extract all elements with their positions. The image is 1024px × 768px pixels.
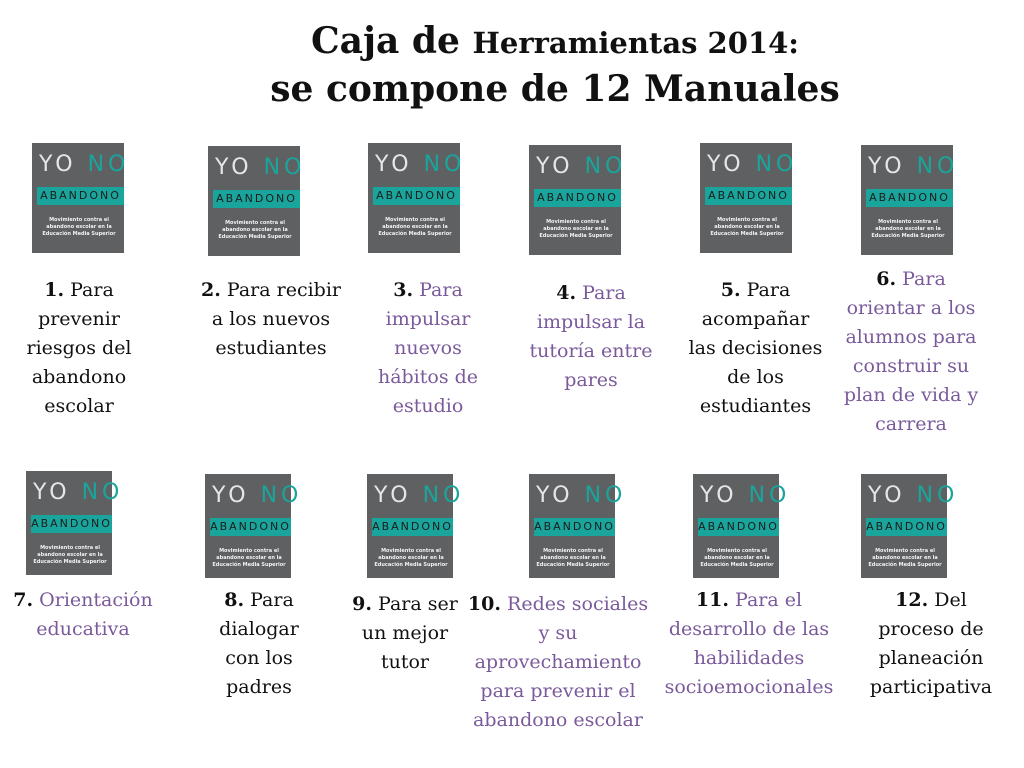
manual-text: Para impulsar nuevos hábitos de estudio	[377, 279, 479, 417]
page-title	[0, 18, 1024, 112]
abandono-band: ABANDONO	[866, 189, 953, 207]
yono-logo	[375, 153, 465, 177]
manual-caption-1	[14, 276, 144, 421]
manual-text: Orientación educativa	[36, 589, 153, 640]
logo-yo: YO	[868, 483, 906, 508]
abandono-band: ABANDONO	[213, 190, 300, 208]
logo-yo: YO	[707, 152, 745, 177]
yono-logo	[536, 155, 626, 179]
manual-text: Para dialogar con los padres	[219, 589, 299, 698]
manual-text: Para el desarrollo de las habilidades socioemocionales	[664, 589, 834, 698]
yono-logo	[707, 153, 797, 177]
manual-number: 7.	[13, 589, 34, 611]
manual-number: 6.	[876, 268, 897, 290]
manual-cover-9	[367, 474, 465, 578]
logo-no: NO	[422, 483, 465, 508]
manual-text: Redes sociales y su aprovechamiento para prevenir el abandono escolar	[473, 593, 649, 731]
title-line-2: se compone de 12 Manuales	[270, 68, 840, 110]
logo-no: NO	[916, 154, 959, 179]
cover-subtitle: Movimiento contra el abandono escolar en la Educación Media Superior	[33, 545, 107, 565]
manual-caption-5	[688, 276, 823, 421]
manual-caption-10	[464, 590, 652, 735]
manual-cover-5	[700, 143, 798, 253]
logo-no: NO	[263, 155, 306, 180]
manual-caption-6	[842, 265, 980, 439]
yono-logo	[868, 155, 958, 179]
manual-cover-12	[861, 474, 959, 578]
cover-subtitle: Movimiento contra el abandono escolar en la Educación Media Superior	[871, 219, 945, 239]
manual-text: Para impulsar la tutoría entre pares	[529, 282, 653, 391]
manual-text: Para recibir a los nuevos estudiantes	[211, 279, 341, 359]
logo-yo: YO	[212, 483, 250, 508]
manual-cover-3	[368, 143, 466, 253]
yono-logo	[212, 484, 302, 508]
manual-text: Para prevenir riesgos del abandono escolar	[26, 279, 132, 417]
yono-logo	[39, 153, 129, 177]
logo-no: NO	[87, 152, 130, 177]
cover-subtitle: Movimiento contra el abandono escolar en la Educación Media Superior	[536, 548, 610, 568]
abandono-band: ABANDONO	[698, 518, 779, 536]
logo-yo: YO	[536, 154, 574, 179]
manual-caption-7	[8, 586, 158, 644]
cover-subtitle: Movimiento contra el abandono escolar en la Educación Media Superior	[710, 217, 784, 237]
abandono-band: ABANDONO	[866, 518, 947, 536]
manual-number: 9.	[352, 593, 372, 615]
manual-number: 12.	[895, 589, 929, 611]
abandono-band: ABANDONO	[372, 518, 453, 536]
yono-logo	[215, 156, 305, 180]
manual-caption-8	[203, 586, 315, 702]
manual-caption-9	[342, 590, 468, 677]
abandono-band: ABANDONO	[31, 515, 112, 533]
manual-cover-8	[205, 474, 303, 578]
abandono-band: ABANDONO	[37, 187, 124, 205]
manual-caption-12	[856, 586, 1006, 702]
yono-logo	[700, 484, 790, 508]
manual-text: Del proceso de planeación participativa	[869, 589, 993, 698]
manual-cover-4	[529, 145, 627, 255]
logo-yo: YO	[374, 483, 412, 508]
manual-number: 1.	[44, 279, 65, 301]
yono-logo	[374, 484, 464, 508]
manual-cover-7	[26, 471, 124, 575]
yono-logo	[33, 481, 123, 505]
logo-no: NO	[916, 483, 959, 508]
logo-yo: YO	[33, 480, 71, 505]
cover-subtitle: Movimiento contra el abandono escolar en la Educación Media Superior	[539, 219, 613, 239]
cover-subtitle: Movimiento contra el abandono escolar en la Educación Media Superior	[212, 548, 286, 568]
manual-caption-4	[520, 279, 662, 395]
manual-number: 3.	[393, 279, 414, 301]
logo-yo: YO	[375, 152, 413, 177]
cover-subtitle: Movimiento contra el abandono escolar en la Educación Media Superior	[218, 220, 292, 240]
abandono-band: ABANDONO	[534, 189, 621, 207]
manual-text: Para acompañar las decisiones de los estudiantes	[688, 279, 823, 417]
manual-number: 8.	[224, 589, 245, 611]
manual-cover-6	[861, 145, 959, 255]
abandono-band: ABANDONO	[373, 187, 460, 205]
manual-cover-10	[529, 474, 627, 578]
cover-subtitle: Movimiento contra el abandono escolar en la Educación Media Superior	[374, 548, 448, 568]
logo-no: NO	[584, 483, 627, 508]
manual-number: 5.	[720, 279, 741, 301]
yono-logo	[536, 484, 626, 508]
manual-number: 11.	[695, 589, 729, 611]
logo-no: NO	[423, 152, 466, 177]
yono-logo	[868, 484, 958, 508]
logo-no: NO	[748, 483, 791, 508]
title-part-b: Herramientas 2014:	[472, 26, 799, 60]
title-line-1	[0, 18, 1024, 66]
cover-subtitle: Movimiento contra el abandono escolar en la Educación Media Superior	[868, 548, 942, 568]
logo-yo: YO	[215, 155, 253, 180]
logo-no: NO	[755, 152, 798, 177]
logo-yo: YO	[39, 152, 77, 177]
title-part-a: Caja de	[311, 20, 473, 62]
manual-number: 4.	[556, 282, 577, 304]
manual-text: Para orientar a los alumnos para construir su plan de vida y carrera	[843, 268, 979, 435]
manual-cover-2	[208, 146, 306, 256]
manual-text: Para ser un mejor tutor	[361, 593, 458, 673]
cover-subtitle: Movimiento contra el abandono escolar en la Educación Media Superior	[700, 548, 774, 568]
manual-caption-3	[364, 276, 492, 421]
logo-no: NO	[260, 483, 303, 508]
abandono-band: ABANDONO	[210, 518, 291, 536]
logo-yo: YO	[700, 483, 738, 508]
manual-cover-1	[32, 143, 130, 253]
logo-no: NO	[584, 154, 627, 179]
logo-no: NO	[81, 480, 124, 505]
cover-subtitle: Movimiento contra el abandono escolar en la Educación Media Superior	[42, 217, 116, 237]
logo-yo: YO	[536, 483, 574, 508]
logo-yo: YO	[868, 154, 906, 179]
abandono-band: ABANDONO	[534, 518, 615, 536]
abandono-band: ABANDONO	[705, 187, 792, 205]
manual-caption-2	[196, 276, 346, 363]
manual-number: 2.	[201, 279, 221, 301]
manual-number: 10.	[467, 593, 501, 615]
manual-caption-11	[650, 586, 848, 702]
cover-subtitle: Movimiento contra el abandono escolar en la Educación Media Superior	[378, 217, 452, 237]
manual-cover-11	[693, 474, 791, 578]
